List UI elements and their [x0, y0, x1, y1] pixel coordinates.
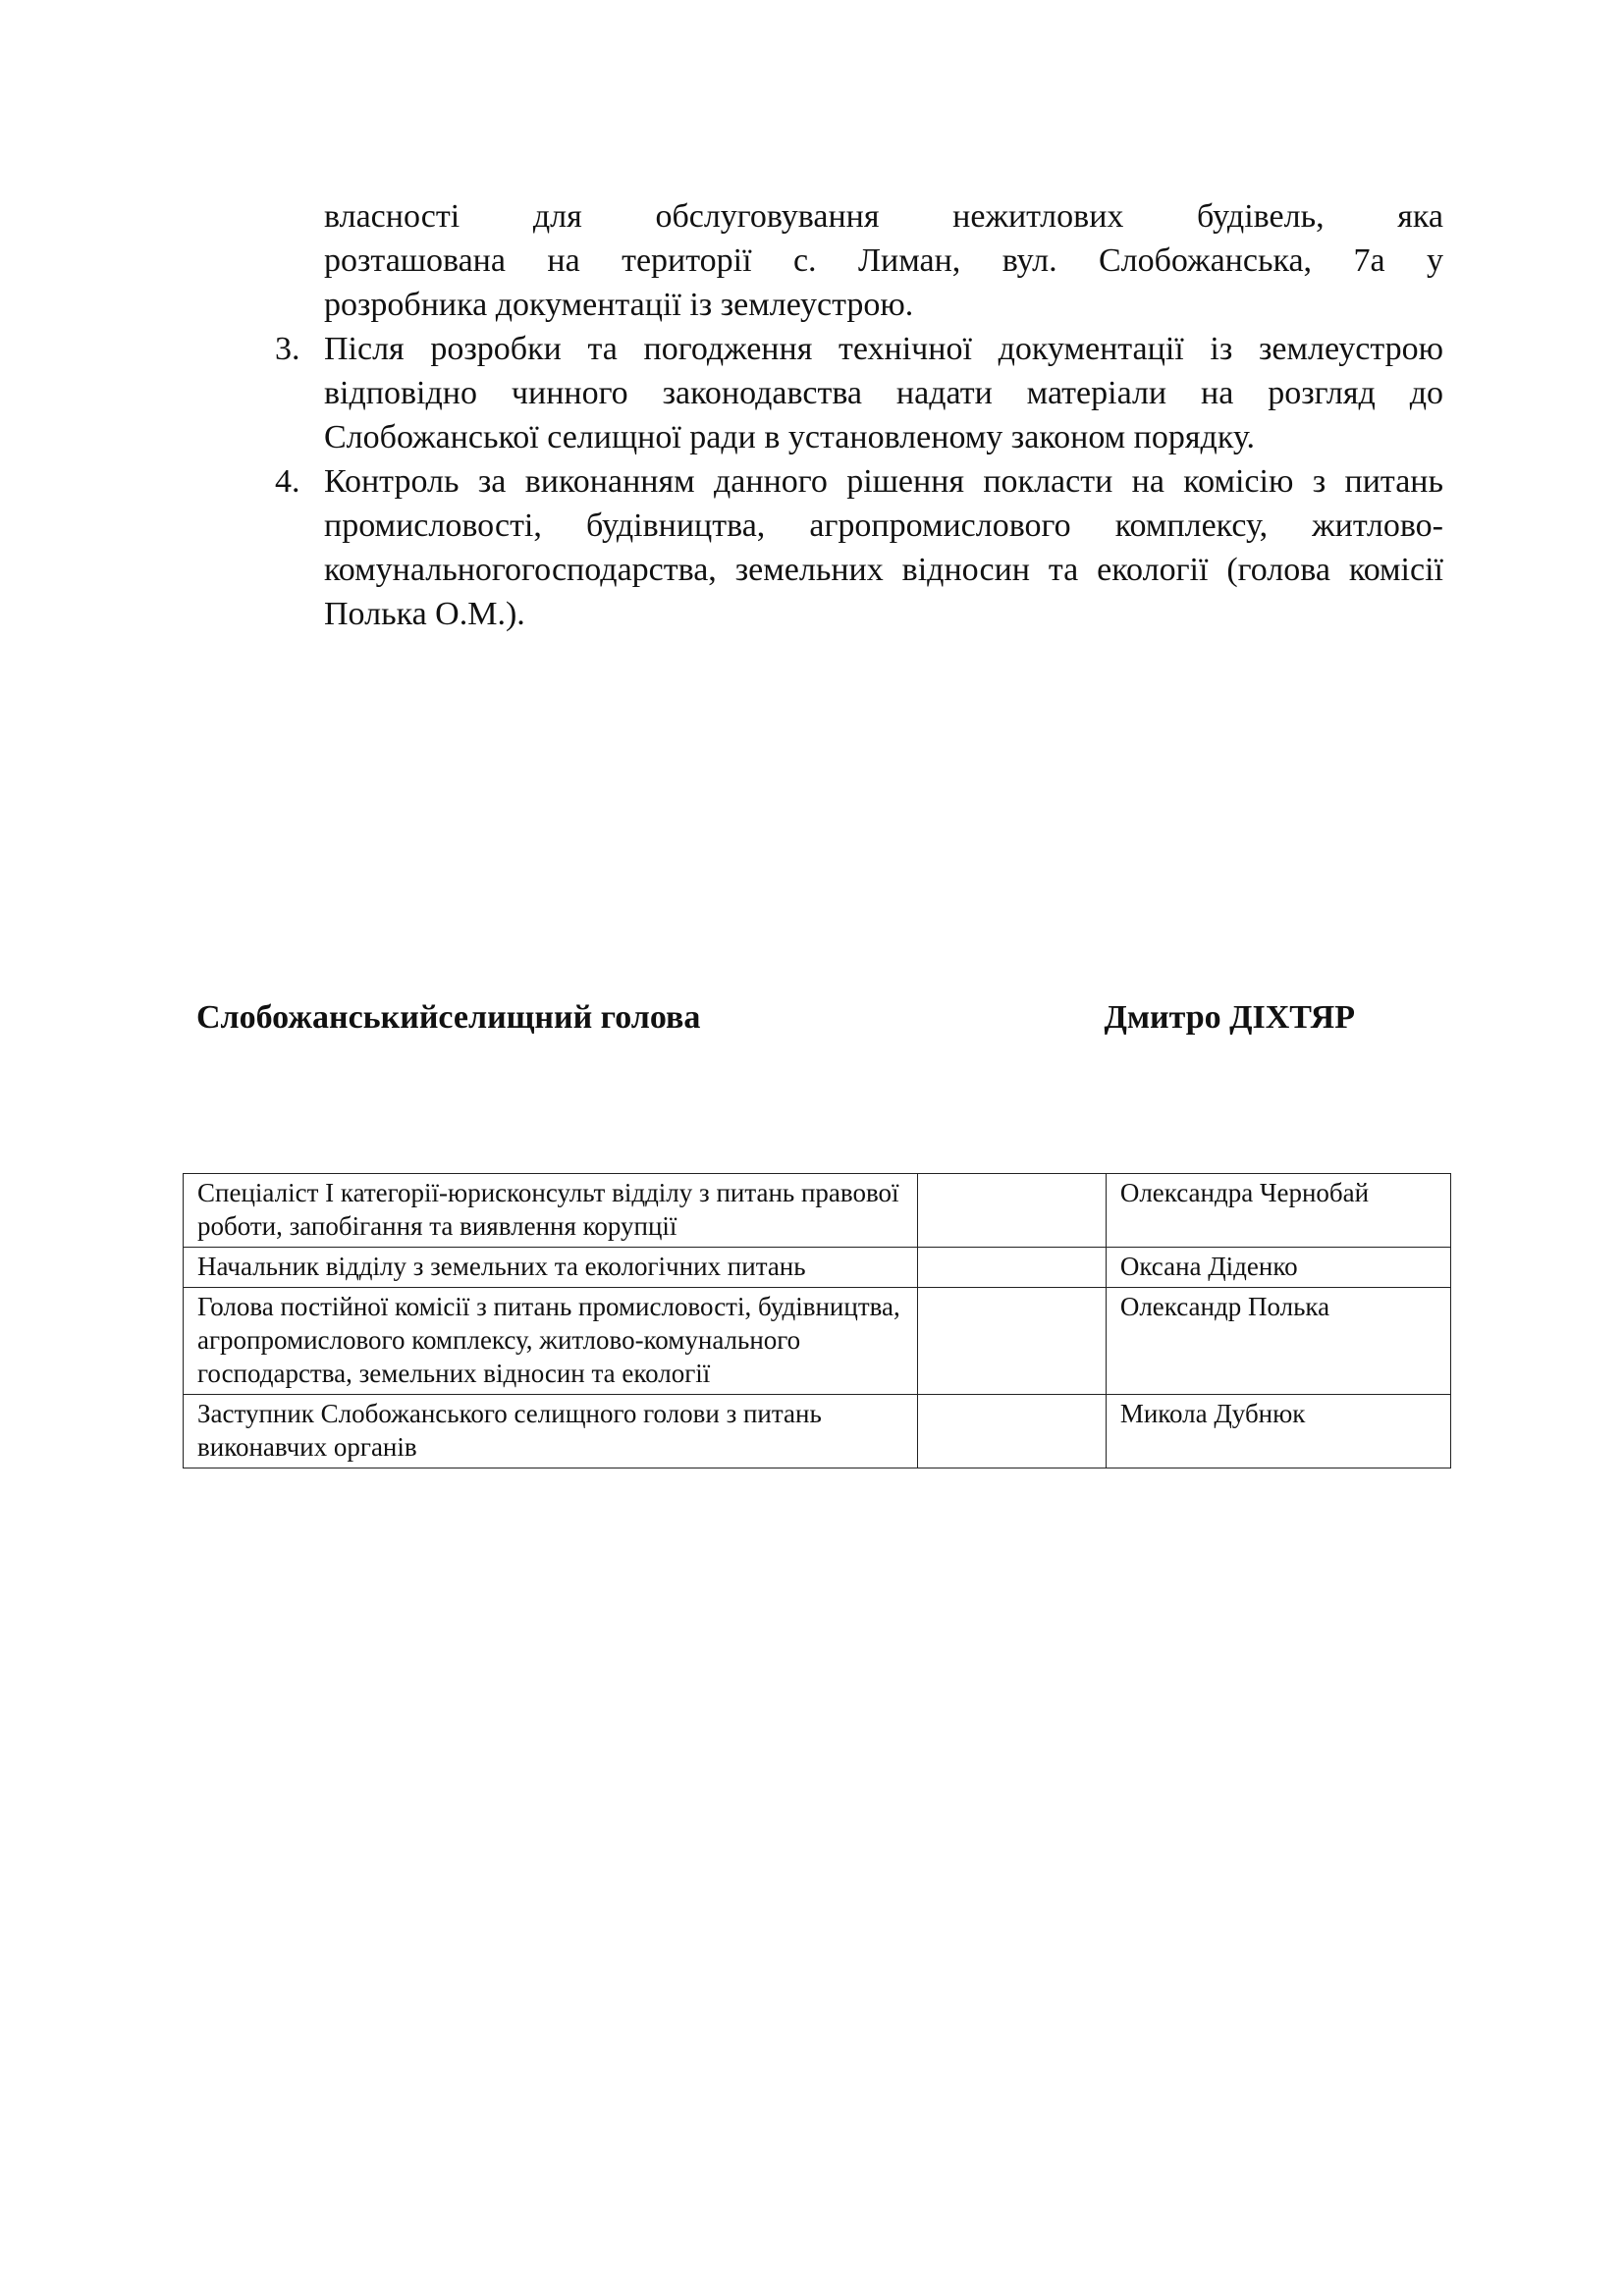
- approver-signature-cell: [917, 1248, 1106, 1288]
- signatory-title: Слобожанськийселищний голова: [196, 999, 701, 1036]
- approver-position: Спеціаліст І категорії-юрисконсульт відділу з питань правової роботи, запобігання та виявлення корупції: [184, 1174, 918, 1248]
- item-2-continuation: [324, 194, 1443, 327]
- approval-table: [183, 1173, 1451, 1468]
- approver-position: Начальник відділу з земельних та екологічних питань: [184, 1248, 918, 1288]
- continuation-line: розташована на території с. Лиман, вул. Слобожанська, 7а у: [324, 242, 1443, 279]
- approver-signature-cell: [917, 1174, 1106, 1248]
- approver-name: Олександр Полька: [1106, 1288, 1450, 1395]
- item-text: Контроль за виконанням данного рішення покласти на комісію з питань промисловості, будівництва, агропромислового комплексу, житлово-комунальногогосподарства, земельних відносин та екології (голова комісії Полька О.М.).: [324, 463, 1443, 632]
- approver-position: Заступник Слобожанського селищного голови з питань виконавчих органів: [184, 1395, 918, 1468]
- decision-text: [245, 194, 1443, 636]
- approver-name: Оксана Діденко: [1106, 1248, 1450, 1288]
- table-row: [184, 1174, 1451, 1248]
- signatory-name: Дмитро ДІХТЯР: [1104, 999, 1355, 1036]
- approver-name: Микола Дубнюк: [1106, 1395, 1450, 1468]
- item-text: Після розробки та погодження технічної документації із землеустрою відповідно чинного законодавства надати матеріали на розгляд до Слобожанської селищної ради в установленому законом порядку.: [324, 331, 1443, 455]
- approver-signature-cell: [917, 1395, 1106, 1468]
- list-item: [245, 459, 1443, 636]
- table-row: [184, 1248, 1451, 1288]
- continuation-line: власності для обслуговування нежитлових будівель, яка: [324, 198, 1443, 235]
- signature-line: [196, 999, 1355, 1037]
- table-row: [184, 1395, 1451, 1468]
- approver-name: Олександра Чернобай: [1106, 1174, 1450, 1248]
- item-number: 3.: [275, 331, 300, 367]
- approver-position: Голова постійної комісії з питань промисловості, будівництва, агропромислового комплексу, житлово-комунального господарства, земельних відносин та екології: [184, 1288, 918, 1395]
- list-item: [245, 327, 1443, 459]
- continuation-line: розробника документації із землеустрою.: [324, 287, 914, 323]
- item-number: 4.: [275, 463, 300, 500]
- table-row: [184, 1288, 1451, 1395]
- approver-signature-cell: [917, 1288, 1106, 1395]
